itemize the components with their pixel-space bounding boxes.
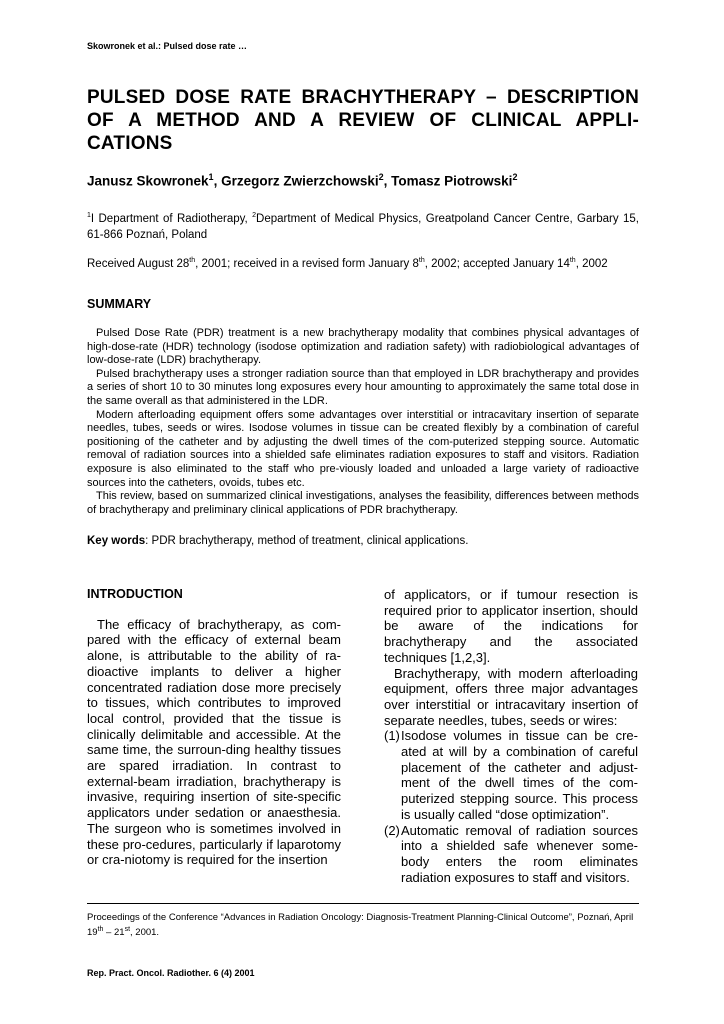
summary-paragraph: Modern afterloading equipment offers some advantages over interstitial or intracavitary insertion of separate needles, tubes, seeds or wires. Isodose volumes in tissue can be created flexibly by a combination of careful positioning of the catheter and by adjusting the dwell times of the com-puterized stepping source. Automatic removal of radiation sources into a shielded safe eliminates radiation exposures to staff and visitors. Radiation exposure is also eliminated to the staff who pre-viously loaded and unloaded a large variety of radioactive sources into the catheters, ovoids, tubes etc. bbox=[87, 408, 639, 489]
paper-title: PULSED DOSE RATE BRACHYTHERAPY – DESCRIPTION OF A METHOD AND A REVIEW OF CLINICAL APPLI-CATIONS bbox=[87, 87, 639, 154]
received-text: , 2002; accepted January 14 bbox=[424, 257, 570, 270]
summary-paragraph: Pulsed Dose Rate (PDR) treatment is a new brachytherapy modality that combines physical advantages of high-dose-rate (HDR) technology (isodose optimization and radiation safety) with radiobiological advantages of low-dose-rate (LDR) brachytherapy. bbox=[87, 327, 639, 367]
footnote-text: Proceedings of the Conference “Advances in Radiation Oncology: Diagnosis-Treatment Planning-Clinical Outcome”, Poznań, April 19 bbox=[87, 912, 634, 938]
footnote bbox=[87, 912, 639, 938]
received-text: , 2001; received in a revised form January 8 bbox=[195, 257, 419, 270]
summary-paragraph: This review, based on summarized clinical investigations, analyses the feasibility, differences between methods of brachytherapy and preliminary clinical applications of PDR brachytherapy. bbox=[87, 490, 639, 516]
column-right bbox=[384, 587, 638, 885]
ordinal-suffix: th bbox=[189, 257, 196, 264]
introduction-heading: INTRODUCTION bbox=[87, 587, 183, 601]
list-text: Isodose volumes in tissue can be cre-ated at will by a combination of careful placement of the catheter and adjust-ment of the dwell times of the com-puterized stepping source. This process is usually called “dose optimization”. bbox=[401, 728, 638, 822]
list-item bbox=[384, 823, 638, 886]
affiliation-mark: 2 bbox=[252, 212, 257, 219]
ordinal-suffix: th bbox=[418, 257, 425, 264]
keywords-label: Key words bbox=[87, 535, 146, 547]
author-name: Tomasz Piotrowski bbox=[391, 173, 513, 189]
received-dates bbox=[87, 253, 639, 272]
summary-body bbox=[87, 327, 639, 517]
ordinal-suffix: th bbox=[569, 257, 576, 264]
summary-heading: SUMMARY bbox=[87, 297, 152, 311]
body-paragraph: The efficacy of brachytherapy, as com-pared with the efficacy of external beam alone, is attributable to the ability of ra-dioactive implants to deliver a higher concentrated radiation dose more precisely to tissues, which contributes to improved local control, provided that the tissue is clinically delimitable and accessible. At the same time, the surroun-ding healthy tissues are spared irradiation. In contrast to external-beam irradiation, brachytherapy is invasive, requiring insertion of site-specific applicators under sedation or anaesthesia. The surgeon who is sometimes involved in these pro-cedures, particularly if laparotomy or cra-niotomy is required for the insertion bbox=[87, 616, 341, 868]
affiliations bbox=[87, 208, 639, 243]
author-name: Grzegorz Zwierzchowski bbox=[221, 173, 379, 189]
ordinal-suffix: st bbox=[124, 925, 131, 933]
affiliation-text: I Department of Radiotherapy, bbox=[90, 212, 253, 225]
author-separator: , bbox=[383, 173, 392, 189]
list-item bbox=[384, 728, 638, 822]
affiliation-text: Department of Medical Physics, Greatpoland Cancer Centre, Garbary 15, 61-866 Poznań, Poland bbox=[87, 212, 639, 241]
received-text: Received August 28 bbox=[87, 257, 190, 270]
body-paragraph: Brachytherapy, with modern afterloading equipment, offers three major advantages over interstitial or intracavitary insertion of separate needles, tubes, seeds or wires: bbox=[384, 665, 638, 728]
keywords-text: : PDR brachytherapy, method of treatment, clinical applications. bbox=[145, 535, 469, 547]
body-paragraph: of applicators, or if tumour resection is required prior to applicator insertion, should be aware of the indications for brachytherapy and the associated techniques [1,2,3]. bbox=[384, 587, 638, 665]
running-head: Skowronek et al.: Pulsed dose rate … bbox=[87, 41, 248, 51]
keywords bbox=[87, 535, 468, 547]
author-list bbox=[87, 172, 517, 189]
author-separator: , bbox=[213, 173, 222, 189]
journal-citation: Rep. Pract. Oncol. Radiother. 6 (4) 2001 bbox=[87, 968, 255, 978]
affiliation-mark: 1 bbox=[87, 212, 91, 219]
footnote-text: – 21 bbox=[103, 926, 125, 938]
author-affiliation-mark: 1 bbox=[208, 172, 214, 182]
author-affiliation-mark: 2 bbox=[378, 172, 384, 182]
column-left bbox=[87, 587, 341, 868]
footnote-divider bbox=[87, 903, 639, 904]
footnote-text: , 2001. bbox=[130, 926, 160, 938]
list-number: (2) bbox=[384, 822, 400, 838]
author-name: Janusz Skowronek bbox=[87, 173, 209, 189]
ordinal-suffix: th bbox=[97, 925, 104, 933]
list-number: (1) bbox=[384, 728, 400, 744]
author-affiliation-mark: 2 bbox=[512, 172, 518, 182]
summary-paragraph: Pulsed brachytherapy uses a stronger radiation source than that employed in LDR brachytherapy and provides a series of short 10 to 30 minutes long exposures every hour amounting to approximately the same total dose in the same overall as that administered in the LDR. bbox=[87, 367, 639, 407]
list-text: Automatic removal of radiation sources into a shielded safe whenever some-body enters the room eliminates radiation exposures to staff and visitors. bbox=[401, 822, 638, 885]
received-text: , 2002 bbox=[575, 257, 608, 270]
